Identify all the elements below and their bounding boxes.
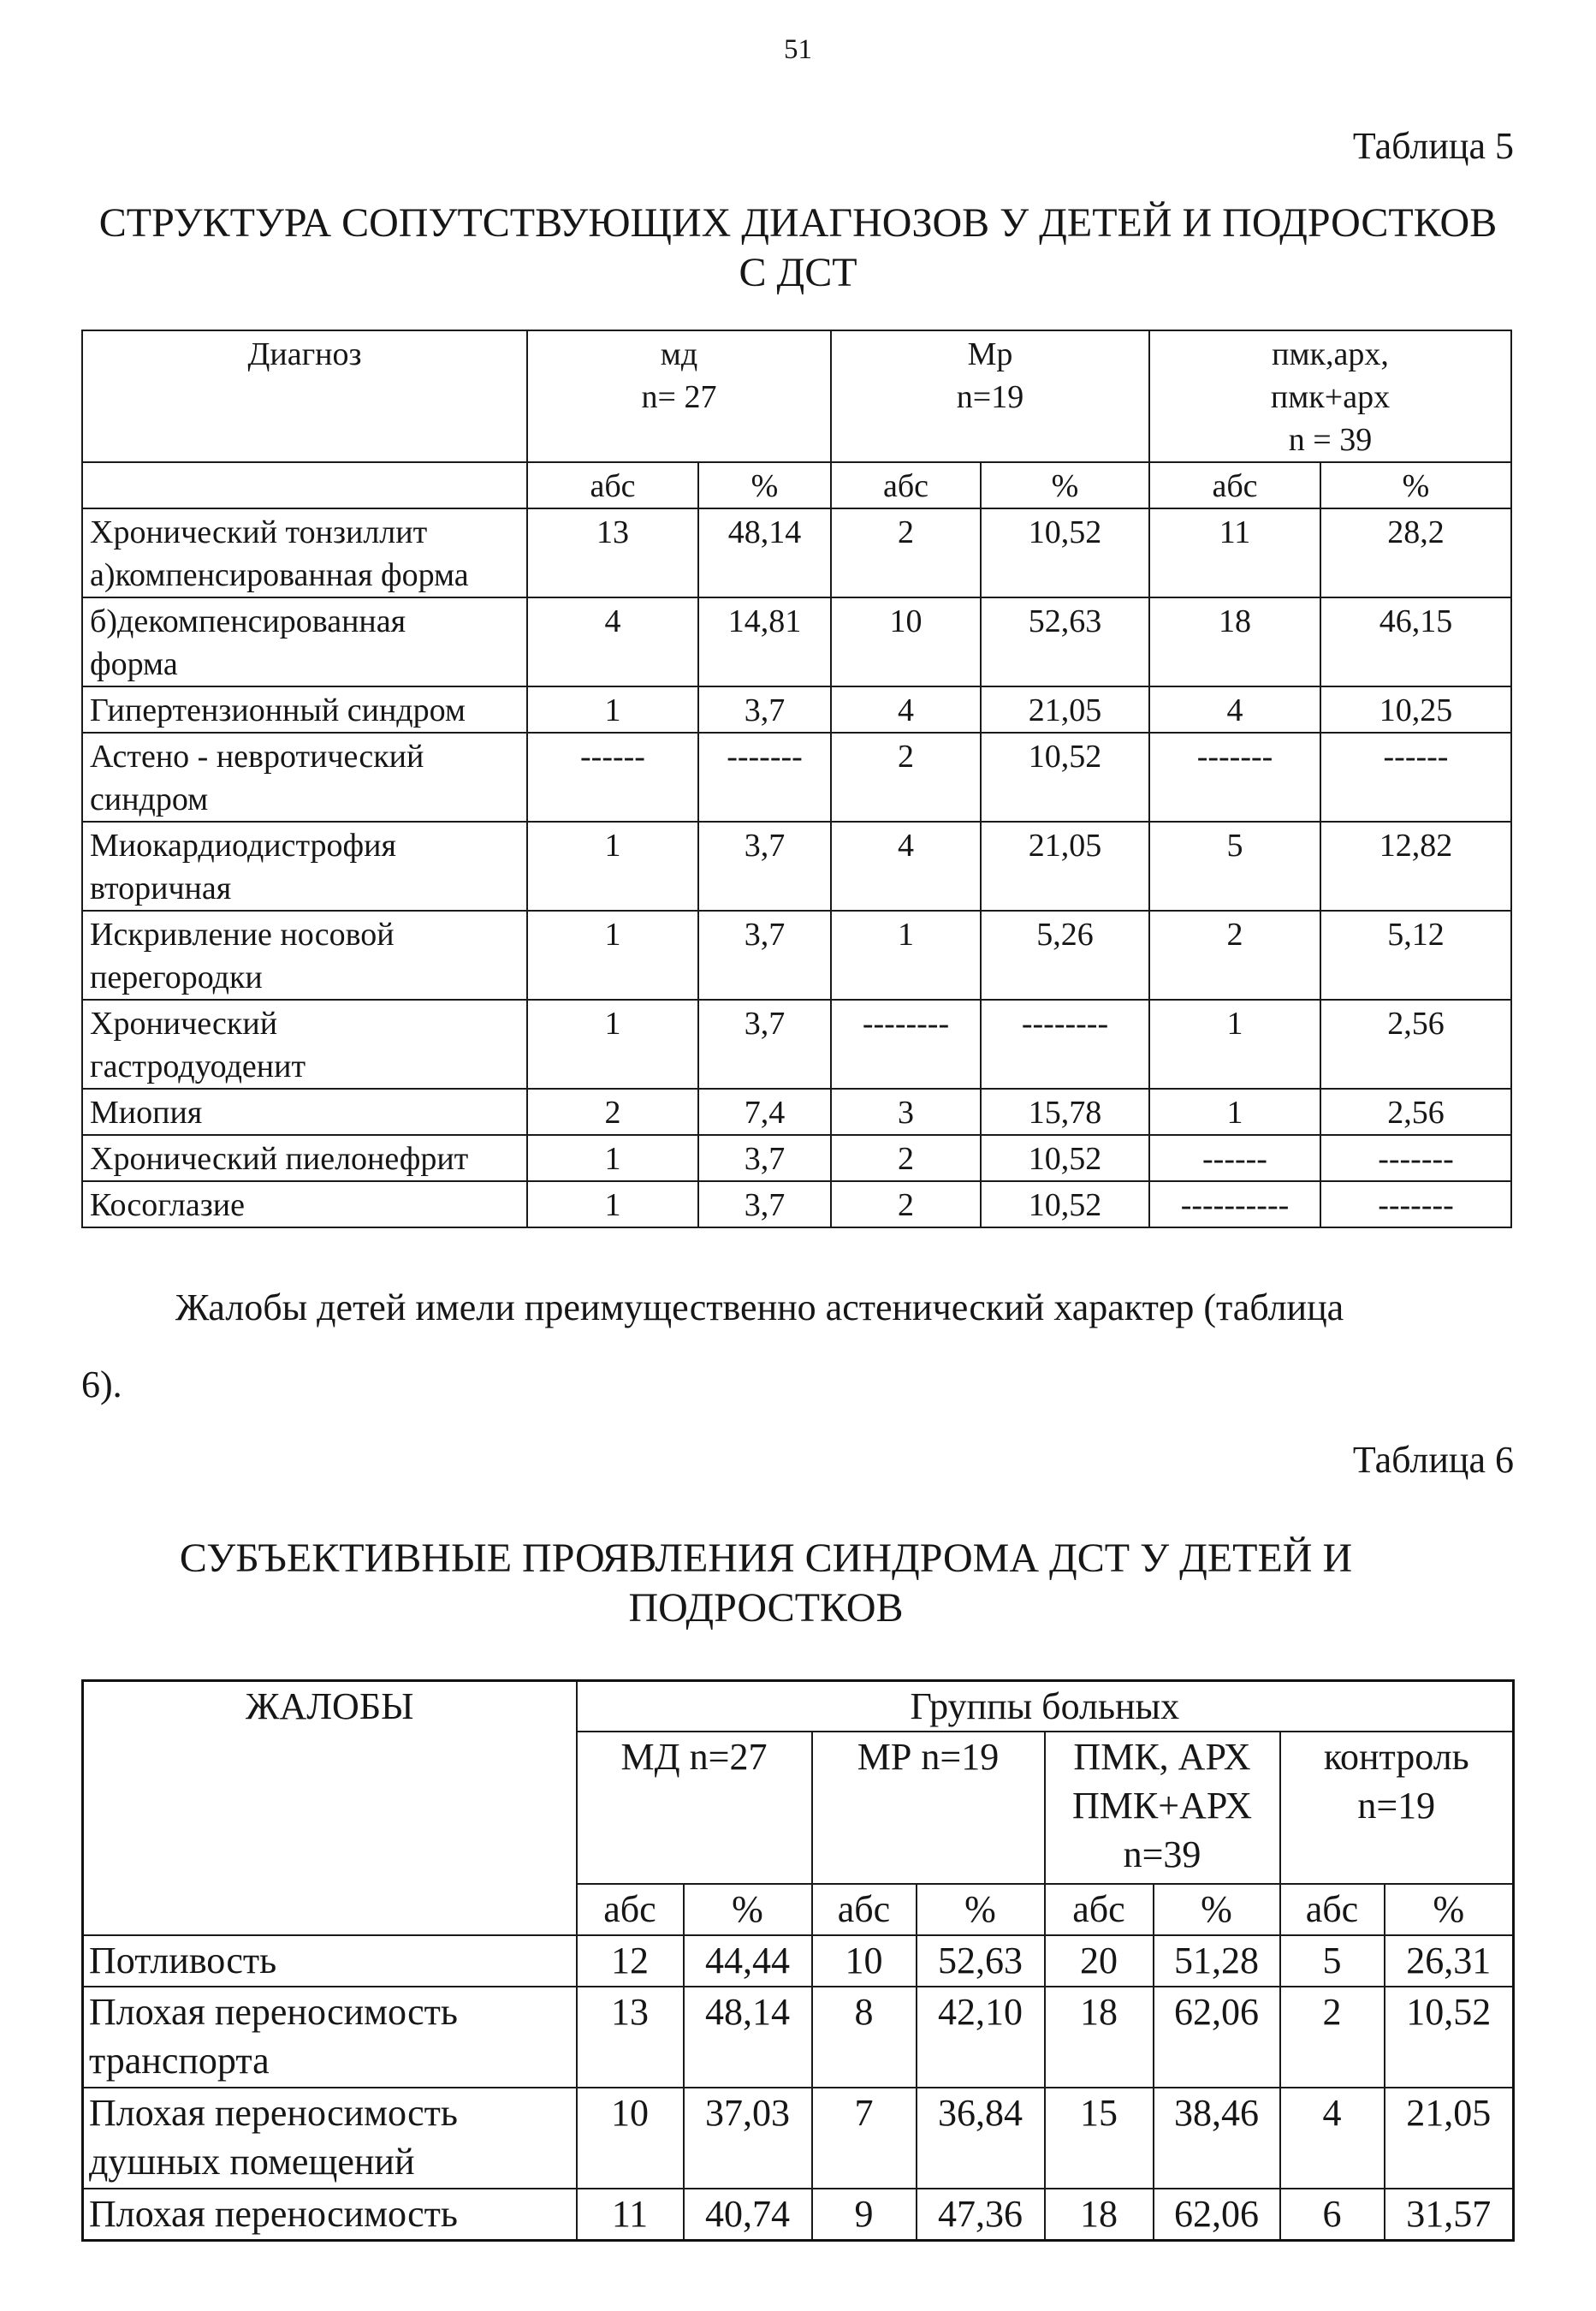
row-label-line1: Хронический тонзиллит [90,514,428,550]
table-cell: 12,82 [1320,822,1511,911]
row-label [82,1181,527,1227]
table-cell: 2 [831,733,981,822]
row-label-line2: а)компенсированная форма [90,557,469,593]
header-complaints: ЖАЛОБЫ [83,1681,577,1936]
row-label-line1: Плохая переносимость [89,1991,458,2033]
row-label-line1: Гипертензионный синдром [90,692,466,728]
table-cell: 26,31 [1385,1935,1514,1987]
table-cell: 1 [527,1135,698,1181]
row-label-line2: вторичная [90,870,232,906]
table-cell: 20 [1045,1935,1154,1987]
row-label-line1: Миокардиодистрофия [90,828,396,864]
table-cell: 3,7 [698,911,831,1000]
row-label-line2: транспорта [89,2040,270,2082]
table-cell: 10 [577,2088,684,2189]
table-cell: 1 [1149,1000,1320,1089]
table-cell: 10,52 [981,733,1149,822]
table-cell: ------ [1149,1135,1320,1181]
header-empty [82,462,527,508]
table-cell: 46,15 [1320,597,1511,686]
table-cell: 1 [527,686,698,733]
header-abs: абс [831,462,981,508]
table-cell: ------- [1149,733,1320,822]
header-pct: % [1385,1884,1514,1935]
header-pct: % [698,462,831,508]
table-cell: 18 [1045,2189,1154,2241]
table5-title-line2: С ДСТ [739,250,857,295]
table-cell: 8 [812,1987,917,2088]
table-cell: -------- [831,1000,981,1089]
table-cell: 21,05 [981,686,1149,733]
paragraph-line1: Жалобы детей имели преимущественно астенический характер (таблица [175,1286,1344,1328]
row-label [83,1935,577,1987]
table-cell: 40,74 [684,2189,812,2241]
table-row [82,1181,1511,1227]
table-cell: 1 [527,822,698,911]
table-cell: -------- [981,1000,1149,1089]
table-row [83,2088,1514,2189]
header-abs: абс [577,1884,684,1935]
row-label-line1: Хронический [90,1006,278,1042]
table-cell: 4 [527,597,698,686]
header-abs: абс [1149,462,1320,508]
table-cell: 47,36 [917,2189,1045,2241]
table-cell: ------ [527,733,698,822]
table-cell: 5 [1280,1935,1385,1987]
table-cell: 1 [527,1000,698,1089]
table-cell: 10,52 [981,1135,1149,1181]
table-cell: 6 [1280,2189,1385,2241]
table-cell: 52,63 [917,1935,1045,1987]
table-cell: 5 [1149,822,1320,911]
table-cell: 51,28 [1154,1935,1280,1987]
table-cell: 5,12 [1320,911,1511,1000]
table-cell: 4 [831,822,981,911]
row-label-line1: Хронический пиелонефрит [90,1141,469,1177]
table-cell: 28,2 [1320,508,1511,597]
table-cell: 13 [577,1987,684,2088]
table-cell: 14,81 [698,597,831,686]
table-cell: 15,78 [981,1089,1149,1135]
table5 [81,330,1512,1228]
table-cell: 62,06 [1154,2189,1280,2241]
table6-title-line2: ПОДРОСТКОВ [628,1585,904,1631]
row-label-line1: Плохая переносимость [89,2193,458,2235]
header-group-md: МД n=27 [577,1732,812,1884]
header-group-control: контроль n=19 [1280,1732,1514,1884]
row-label [82,686,527,733]
table-row [82,733,1511,822]
table-cell: ------- [1320,1135,1511,1181]
header-abs: абс [527,462,698,508]
table-cell: 10 [812,1935,917,1987]
table-cell: 3 [831,1089,981,1135]
row-label [83,2088,577,2189]
table6-title [111,1534,1421,1633]
page-number: 51 [784,34,812,65]
header-group-mr: Мр n=19 [831,330,1149,462]
table-cell: 9 [812,2189,917,2241]
table-cell: 2 [527,1089,698,1135]
row-label [82,1000,527,1089]
header-pct: % [981,462,1149,508]
table6-title-line1: СУБЪЕКТИВНЫЕ ПРОЯВЛЕНИЯ СИНДРОМА ДСТ У ДЕТЕЙ И [179,1536,1353,1581]
table-cell: 4 [1280,2088,1385,2189]
table-cell: 37,03 [684,2088,812,2189]
table-cell: ------- [698,733,831,822]
table-cell: 4 [1149,686,1320,733]
row-label [82,508,527,597]
header-abs: абс [812,1884,917,1935]
table-cell: 21,05 [981,822,1149,911]
table-cell: 44,44 [684,1935,812,1987]
table-cell: 2 [831,1181,981,1227]
table5-title [77,199,1519,298]
table6-caption: Таблица 6 [1352,1439,1514,1481]
table-row [82,1089,1511,1135]
row-label-line1: Миопия [90,1095,203,1131]
table-row [83,1935,1514,1987]
table-row [83,1987,1514,2088]
row-label-line1: Потливость [89,1940,277,1981]
table-cell: 3,7 [698,822,831,911]
header-abs: абс [1045,1884,1154,1935]
table-cell: 31,57 [1385,2189,1514,2241]
table-cell: 10,52 [981,1181,1149,1227]
header-pct: % [1320,462,1511,508]
table-cell: 1 [527,1181,698,1227]
table-row [82,1135,1511,1181]
row-label-line1: Искривление носовой [90,917,395,953]
table-row [82,508,1511,597]
table-cell: 15 [1045,2088,1154,2189]
table6 [81,1679,1515,2242]
header-pct: % [1154,1884,1280,1935]
table5-caption: Таблица 5 [1352,125,1514,167]
row-label-line2: синдром [90,781,209,817]
paragraph-line2: 6). [81,1363,122,1405]
table-cell: 48,14 [698,508,831,597]
row-label-line1: Астено - невротический [90,739,424,775]
table-cell: 2,56 [1320,1089,1511,1135]
table-cell: 13 [527,508,698,597]
table-cell: 10,25 [1320,686,1511,733]
table-cell: ------- [1320,1181,1511,1227]
table-cell: 36,84 [917,2088,1045,2189]
table-row [82,1000,1511,1089]
row-label-line2: перегородки [90,959,263,995]
table-cell: 1 [831,911,981,1000]
header-group-pmk: пмк,арх, пмк+арх n = 39 [1149,330,1511,462]
table-row [82,911,1511,1000]
row-label [83,1987,577,2088]
row-label [82,822,527,911]
table-cell: 2,56 [1320,1000,1511,1089]
table-cell: 3,7 [698,1135,831,1181]
table-cell: 2 [831,508,981,597]
row-label-line2: форма [90,646,178,682]
table-cell: 3,7 [698,1000,831,1089]
table-row [82,597,1511,686]
table-cell: 11 [1149,508,1320,597]
header-group-mr: МР n=19 [812,1732,1045,1884]
table-cell: 10,52 [981,508,1149,597]
table-cell: 2 [1149,911,1320,1000]
row-label-line2: душных помещений [89,2141,415,2183]
table-cell: 10 [831,597,981,686]
table-cell: 42,10 [917,1987,1045,2088]
row-label [82,911,527,1000]
table-cell: 1 [1149,1089,1320,1135]
table-cell: 21,05 [1385,2088,1514,2189]
table5-title-line1: СТРУКТУРА СОПУТСТВУЮЩИХ ДИАГНОЗОВ У ДЕТЕЙ И ПОДРОСТКОВ [98,200,1498,246]
table-cell: 7 [812,2088,917,2189]
row-label-line1: Косоглазие [90,1187,245,1223]
table-cell: 62,06 [1154,1987,1280,2088]
header-diagnosis: Диагноз [82,330,527,462]
row-label-line1: б)декомпенсированная [90,603,406,639]
row-label [83,2189,577,2241]
row-label [82,597,527,686]
table-cell: 7,4 [698,1089,831,1135]
header-pct: % [684,1884,812,1935]
table-cell: 11 [577,2189,684,2241]
table-cell: 3,7 [698,686,831,733]
table-row [82,686,1511,733]
table-cell: 1 [527,911,698,1000]
row-label-line1: Плохая переносимость [89,2092,458,2134]
row-label-line2: гастродуоденит [90,1049,306,1084]
row-label [82,1089,527,1135]
table-cell: 2 [831,1135,981,1181]
header-pct: % [917,1884,1045,1935]
header-groups-title: Группы больных [577,1681,1514,1732]
table-cell: 10,52 [1385,1987,1514,2088]
table-cell: ------ [1320,733,1511,822]
table-cell: 52,63 [981,597,1149,686]
table-cell: 5,26 [981,911,1149,1000]
table-cell: ---------- [1149,1181,1320,1227]
table-cell: 38,46 [1154,2088,1280,2189]
table-cell: 12 [577,1935,684,1987]
table-cell: 18 [1149,597,1320,686]
table-cell: 3,7 [698,1181,831,1227]
table-cell: 2 [1280,1987,1385,2088]
header-group-pmk: ПМК, АРХ ПМК+АРХ n=39 [1045,1732,1280,1884]
table-row [82,822,1511,911]
row-label [82,1135,527,1181]
table-row [83,2189,1514,2241]
header-abs: абс [1280,1884,1385,1935]
table-cell: 18 [1045,1987,1154,2088]
header-group-md: мд n= 27 [527,330,831,462]
table-cell: 4 [831,686,981,733]
table-cell: 48,14 [684,1987,812,2088]
row-label [82,733,527,822]
